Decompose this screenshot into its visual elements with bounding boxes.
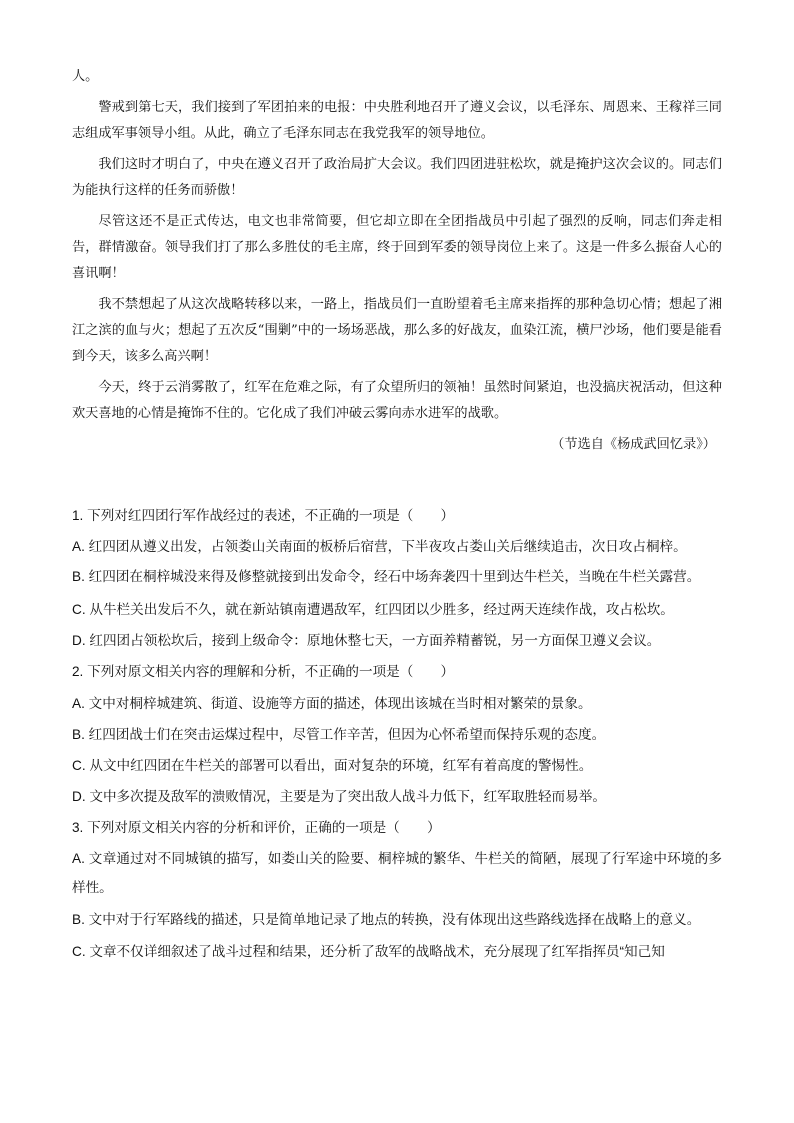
question-1	[72, 500, 722, 656]
option-b: B. 红四团战士们在突击运煤过程中，尽管工作辛苦，但因为心怀希望而保持乐观的态度。	[72, 726, 606, 742]
question-stem: 3. 下列对原文相关内容的分析和评价，正确的一项是（ ）	[72, 820, 441, 836]
question-stem: 2. 下列对原文相关内容的理解和分析，不正确的一项是（ ）	[72, 664, 455, 680]
option-b: B. 红四团在桐梓城没来得及修整就接到出发命令，经石中场奔袭四十里到达牛栏关，当晚在牛栏关露营。	[72, 569, 701, 585]
passage-paragraph: 尽管这还不是正式传达，电文也非常简要，但它却立即在全团指战员中引起了强烈的反响，同志们奔走相告，群情激奋。领导我们打了那么多胜仗的毛主席，终于回到军委的领导岗位上来了。这是一件多么振奋人心的喜讯啊！	[72, 213, 722, 282]
option-a: A. 文章通过对不同城镇的描写，如娄山关的险要、桐梓城的繁华、牛栏关的简陋，展现了行军途中环境的多样性。	[72, 850, 722, 896]
question-section	[72, 500, 722, 967]
passage-paragraph: 警戒到第七天，我们接到了军团拍来的电报：中央胜利地召开了遵义会议，以毛泽东、周恩来、王稼祥三同志组成军事领导小组。从此，确立了毛泽东同志在我党我军的领导地位。	[72, 99, 722, 141]
option-c: C. 文章不仅详细叙述了战斗过程和结果，还分析了敌军的战略战术，充分展现了红军指挥员“知己知	[72, 944, 665, 960]
passage-paragraph: 我们这时才明白了，中央在遵义召开了政治局扩大会议。我们四团进驻松坎，就是掩护这次会议的。同志们为能执行这样的任务而骄傲！	[72, 156, 722, 198]
passage-paragraph: 人。	[72, 69, 99, 84]
option-d: D. 文中多次提及敌军的溃败情况，主要是为了突出敌人战斗力低下，红军取胜轻而易举。	[72, 789, 606, 805]
option-a: A. 文中对桐梓城建筑、街道、设施等方面的描述，体现出该城在当时相对繁荣的景象。	[72, 695, 592, 711]
option-a: A. 红四团从遵义出发，占领娄山关南面的板桥后宿营，下半夜攻占娄山关后继续追击，次日攻占桐梓。	[72, 539, 687, 555]
reading-passage	[72, 64, 722, 463]
option-d: D. 红四团占领松坎后，接到上级命令：原地休整七天，一方面养精蓄锐，另一方面保卫遵义会议。	[72, 633, 661, 649]
passage-paragraph: 今天，终于云消雾散了，红军在危难之际，有了众望所归的领袖！虽然时间紧迫，也没搞庆祝活动，但这种欢天喜地的心情是掩饰不住的。它化成了我们冲破云雾向赤水进军的战歌。	[72, 380, 722, 422]
question-stem: 1. 下列对红四团行军作战经过的表述，不正确的一项是（ ）	[72, 508, 455, 523]
question-3	[72, 812, 722, 967]
option-c: C. 从牛栏关出发后不久，就在新站镇南遭遇敌军，红四团以少胜多，经过两天连续作战，攻占松坎。	[72, 601, 674, 617]
passage-paragraph: 我不禁想起了从这次战略转移以来，一路上，指战员们一直盼望着毛主席来指挥的那种急切心情；想起了湘江之滨的血与火；想起了五次反“围剿”中的一场场恶战，那么多的好战友，血染江流，横尸沙场，他们要是能看到今天，该多么高兴啊！	[72, 297, 722, 365]
passage-source: （节选自《杨成武回忆录》）	[551, 437, 716, 453]
option-b: B. 文中对于行军路线的描述，只是简单地记录了地点的转换，没有体现出这些路线选择在战略上的意义。	[72, 911, 701, 927]
option-c: C. 从文中红四团在牛栏关的部署可以看出，面对复杂的环境，红军有着高度的警惕性。	[72, 757, 593, 773]
question-2	[72, 656, 722, 812]
